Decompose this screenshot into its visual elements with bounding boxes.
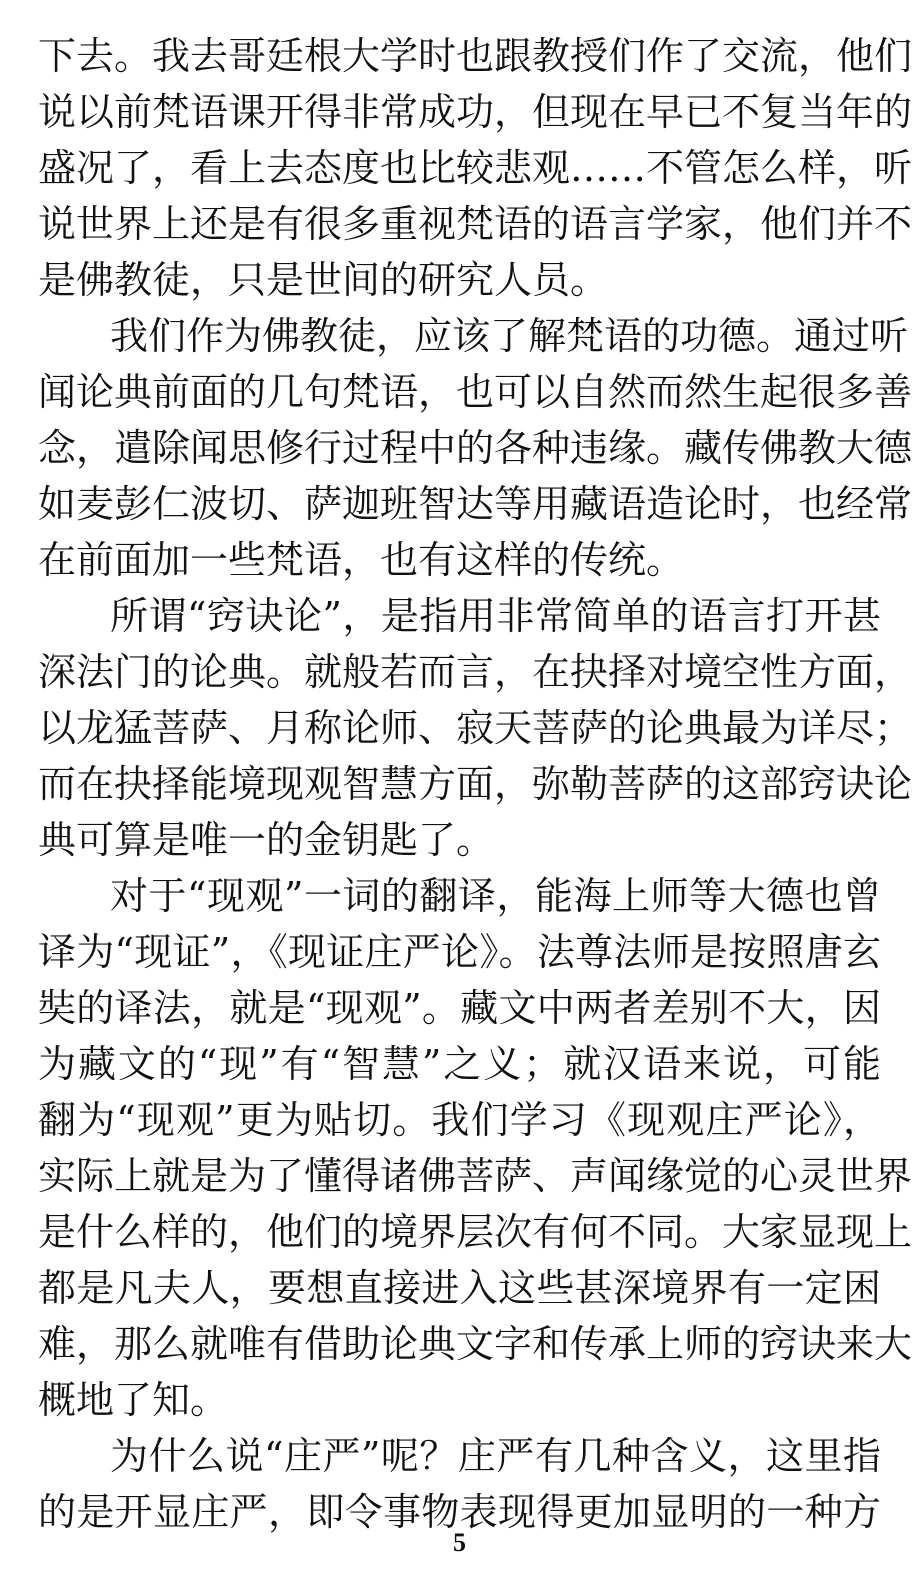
text-line: 所谓“窍诀论”，是指用非常简单的语言打开甚 bbox=[110, 594, 881, 638]
text-line: 念，遣除闻思修行过程中的各种违缘。藏传佛教大德 bbox=[38, 426, 913, 470]
text-line: 对于“现观”一词的翻译，能海上师等大德也曾 bbox=[110, 874, 881, 918]
text-line: 闻论典前面的几句梵语，也可以自然而然生起很多善 bbox=[38, 370, 913, 414]
text-line: 难，那么就唯有借助论典文字和传承上师的窍诀来大 bbox=[38, 1322, 913, 1366]
text-line: 实际上就是为了懂得诸佛菩萨、声闻缘觉的心灵世界 bbox=[38, 1154, 913, 1198]
text-line: 盛况了，看上去态度也比较悲观……不管怎么样，听 bbox=[38, 146, 913, 190]
text-line: 是什么样的，他们的境界层次有何不同。大家显现上 bbox=[38, 1210, 913, 1254]
text-line: 如麦彭仁波切、萨迦班智达等用藏语造论时，也经常 bbox=[38, 482, 913, 526]
text-line: 为什么说“庄严”呢？庄严有几种含义，这里指 bbox=[110, 1434, 881, 1478]
text-line: 典可算是唯一的金钥匙了。 bbox=[38, 818, 495, 862]
text-line: 译为“现证”，《现证庄严论》。法尊法师是按照唐玄 bbox=[38, 930, 881, 974]
text-line: 在前面加一些梵语，也有这样的传统。 bbox=[38, 538, 685, 582]
page-number: 5 bbox=[453, 1528, 466, 1557]
text-line: 以龙猛菩萨、月称论师、寂天菩萨的论典最为详尽； bbox=[38, 706, 913, 750]
text-line: 概地了知。 bbox=[38, 1378, 229, 1422]
text-line: 都是凡夫人，要想直接进入这些甚深境界有一定困 bbox=[38, 1266, 881, 1310]
text-line: 深法门的论典。就般若而言，在抉择对境空性方面， bbox=[38, 650, 913, 694]
text-line: 为藏文的“现”有“智慧”之义；就汉语来说，可能 bbox=[38, 1042, 881, 1086]
text-line: 翻为“现观”更为贴切。我们学习《现观庄严论》， bbox=[38, 1098, 881, 1142]
text-line: 我们作为佛教徒，应该了解梵语的功德。通过听 bbox=[110, 314, 909, 358]
text-line: 的是开显庄严，即令事物表现得更加显明的一种方 bbox=[38, 1490, 881, 1534]
text-line: 而在抉择能境现观智慧方面，弥勒菩萨的这部窍诀论 bbox=[38, 762, 913, 806]
text-line: 说以前梵语课开得非常成功，但现在早已不复当年的 bbox=[38, 90, 913, 134]
text-line: 说世界上还是有很多重视梵语的语言学家，他们并不 bbox=[38, 202, 913, 246]
text-line: 下去。我去哥廷根大学时也跟教授们作了交流，他们 bbox=[38, 34, 913, 78]
text-line: 奘的译法，就是“现观”。藏文中两者差别不大，因 bbox=[38, 986, 881, 1030]
text-line: 是佛教徒，只是世间的研究人员。 bbox=[38, 258, 609, 302]
